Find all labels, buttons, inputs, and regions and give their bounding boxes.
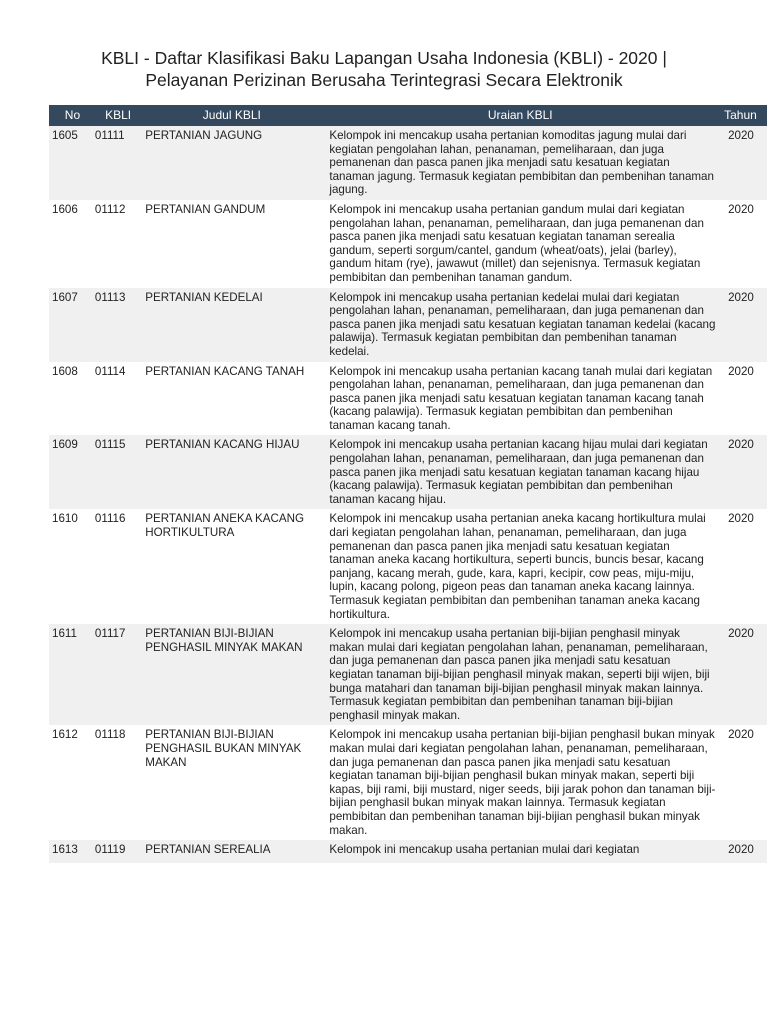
cell-judul: PERTANIAN BIJI-BIJIAN PENGHASIL MINYAK MAKAN — [143, 624, 324, 725]
cell-no: 1612 — [49, 725, 93, 840]
cell-tahun: 2020 — [724, 725, 767, 840]
page-title — [20, 47, 748, 91]
page-title-line-1: KBLI - Daftar Klasifikasi Baku Lapangan Usaha Indonesia (KBLI) - 2020 | — [101, 48, 667, 68]
column-header-kbli: KBLI — [93, 105, 143, 126]
cell-tahun: 2020 — [724, 624, 767, 725]
cell-tahun: 2020 — [724, 200, 767, 288]
cell-tahun: 2020 — [724, 288, 767, 362]
cell-no: 1606 — [49, 200, 93, 288]
cell-uraian: Kelompok ini mencakup usaha pertanian gandum mulai dari kegiatan pengolahan lahan, penanaman, pemeliharaan, dan juga pemanenan dan pasca panen jika menjadi satu kesatuan kegiatan tanaman serealia gandum, seperti sorgum/cantel, gandum (wheat/oats), jelai (barley), gandum hitam (rye), jawawut (millet) dan sejenisnya. Termasuk kegiatan pembibitan dan pembenihan tanaman gandum. — [324, 200, 724, 288]
cell-no: 1609 — [49, 435, 93, 509]
cell-judul: PERTANIAN KACANG TANAH — [143, 362, 324, 436]
page-title-line-2: Pelayanan Perizinan Berusaha Terintegrasi Secara Elektronik — [145, 70, 623, 90]
cell-judul: PERTANIAN GANDUM — [143, 200, 324, 288]
cell-no: 1611 — [49, 624, 93, 725]
cell-tahun: 2020 — [724, 840, 767, 863]
cell-kbli: 01113 — [93, 288, 143, 362]
cell-kbli: 01119 — [93, 840, 143, 863]
column-header-no: No — [49, 105, 93, 126]
cell-uraian: Kelompok ini mencakup usaha pertanian komoditas jagung mulai dari kegiatan pengolahan lahan, penanaman, pemeliharaan, dan juga pemanenan dan pasca panen jika menjadi satu kesatuan kegiatan tanaman jagung. Termasuk kegiatan pembibitan dan pembenihan tanaman jagung. — [324, 126, 724, 200]
cell-tahun: 2020 — [724, 126, 767, 200]
cell-no: 1607 — [49, 288, 93, 362]
cell-uraian: Kelompok ini mencakup usaha pertanian biji-bijian penghasil bukan minyak makan mulai dari kegiatan pengolahan lahan, penanaman, pemeliharaan, dan juga pemanenan dan pasca panen jika menjadi satu kesatuan kegiatan tanaman biji-bijian penghasil bukan minyak makan, seperti biji kapas, biji rami, biji mustard, niger seeds, biji jarak pohon dan tanaman biji-bijian penghasil bukan minyak makan lainnya. Termasuk kegiatan pembibitan dan pembenihan tanaman biji-bijian penghasil bukan minyak makan. — [324, 725, 724, 840]
column-header-uraian: Uraian KBLI — [324, 105, 724, 126]
table-row — [49, 435, 767, 509]
cell-no: 1610 — [49, 509, 93, 624]
cell-uraian: Kelompok ini mencakup usaha pertanian biji-bijian penghasil minyak makan mulai dari kegiatan pengolahan lahan, penanaman, pemeliharaan, dan juga pemanenan dan pasca panen jika menjadi satu kesatuan kegiatan tanaman biji-bijian penghasil minyak makan, seperti biji wijen, biji bunga matahari dan tanaman biji-bijian penghasil minyak makan lainnya. Termasuk kegiatan pembibitan dan pembenihan tanaman biji-bijian penghasil minyak makan. — [324, 624, 724, 725]
cell-judul: PERTANIAN KEDELAI — [143, 288, 324, 362]
cell-uraian: Kelompok ini mencakup usaha pertanian mulai dari kegiatan — [324, 840, 724, 863]
cell-uraian: Kelompok ini mencakup usaha pertanian kacang tanah mulai dari kegiatan pengolahan lahan, penanaman, pemeliharaan, dan juga pemanenan dan pasca panen jika menjadi satu kesatuan kegiatan tanaman kacang tanah (kacang palawija). Termasuk kegiatan pembibitan dan pembenihan tanaman kacang tanah. — [324, 362, 724, 436]
column-header-judul: Judul KBLI — [143, 105, 324, 126]
table-row — [49, 288, 767, 362]
table-row — [49, 509, 767, 624]
cell-kbli: 01114 — [93, 362, 143, 436]
cell-uraian: Kelompok ini mencakup usaha pertanian kacang hijau mulai dari kegiatan pengolahan lahan, penanaman, pemeliharaan, dan juga pemanenan dan pasca panen jika menjadi satu kesatuan kegiatan tanaman kacang hijau (kacang palawija). Termasuk kegiatan pembibitan dan pembenihan tanaman kacang hijau. — [324, 435, 724, 509]
kbli-table — [49, 105, 767, 863]
table-row — [49, 362, 767, 436]
cell-tahun: 2020 — [724, 362, 767, 436]
table-row — [49, 200, 767, 288]
table-row — [49, 126, 767, 200]
cell-tahun: 2020 — [724, 435, 767, 509]
cell-no: 1608 — [49, 362, 93, 436]
table-row — [49, 725, 767, 840]
cell-no: 1605 — [49, 126, 93, 200]
cell-kbli: 01112 — [93, 200, 143, 288]
cell-judul: PERTANIAN KACANG HIJAU — [143, 435, 324, 509]
table-row — [49, 840, 767, 863]
cell-judul: PERTANIAN JAGUNG — [143, 126, 324, 200]
cell-kbli: 01115 — [93, 435, 143, 509]
table-header-row — [49, 105, 767, 126]
cell-kbli: 01111 — [93, 126, 143, 200]
cell-judul: PERTANIAN ANEKA KACANG HORTIKULTURA — [143, 509, 324, 624]
cell-kbli: 01118 — [93, 725, 143, 840]
cell-judul: PERTANIAN SEREALIA — [143, 840, 324, 863]
cell-judul: PERTANIAN BIJI-BIJIAN PENGHASIL BUKAN MINYAK MAKAN — [143, 725, 324, 840]
cell-kbli: 01117 — [93, 624, 143, 725]
cell-uraian: Kelompok ini mencakup usaha pertanian aneka kacang hortikultura mulai dari kegiatan pengolahan lahan, penanaman, pemeliharaan, dan juga pemanenan dan pasca panen jika menjadi satu kesatuan kegiatan tanaman aneka kacang hortikultura, seperti buncis, buncis besar, kacang panjang, kacang merah, gude, kara, kapri, kecipir, cow peas, miju-miju, lupin, kacang polong, pigeon peas dan tanaman aneka kacang lainnya. Termasuk kegiatan pembibitan dan pembenihan tanaman aneka kacang hortikultura. — [324, 509, 724, 624]
cell-kbli: 01116 — [93, 509, 143, 624]
cell-tahun: 2020 — [724, 509, 767, 624]
cell-uraian: Kelompok ini mencakup usaha pertanian kedelai mulai dari kegiatan pengolahan lahan, penanaman, pemeliharaan, dan juga pemanenan dan pasca panen jika menjadi satu kesatuan kegiatan tanaman kedelai (kacang palawija). Termasuk kegiatan pembibitan dan pembenihan tanaman kedelai. — [324, 288, 724, 362]
table-row — [49, 624, 767, 725]
cell-no: 1613 — [49, 840, 93, 863]
column-header-tahun: Tahun — [724, 105, 767, 126]
